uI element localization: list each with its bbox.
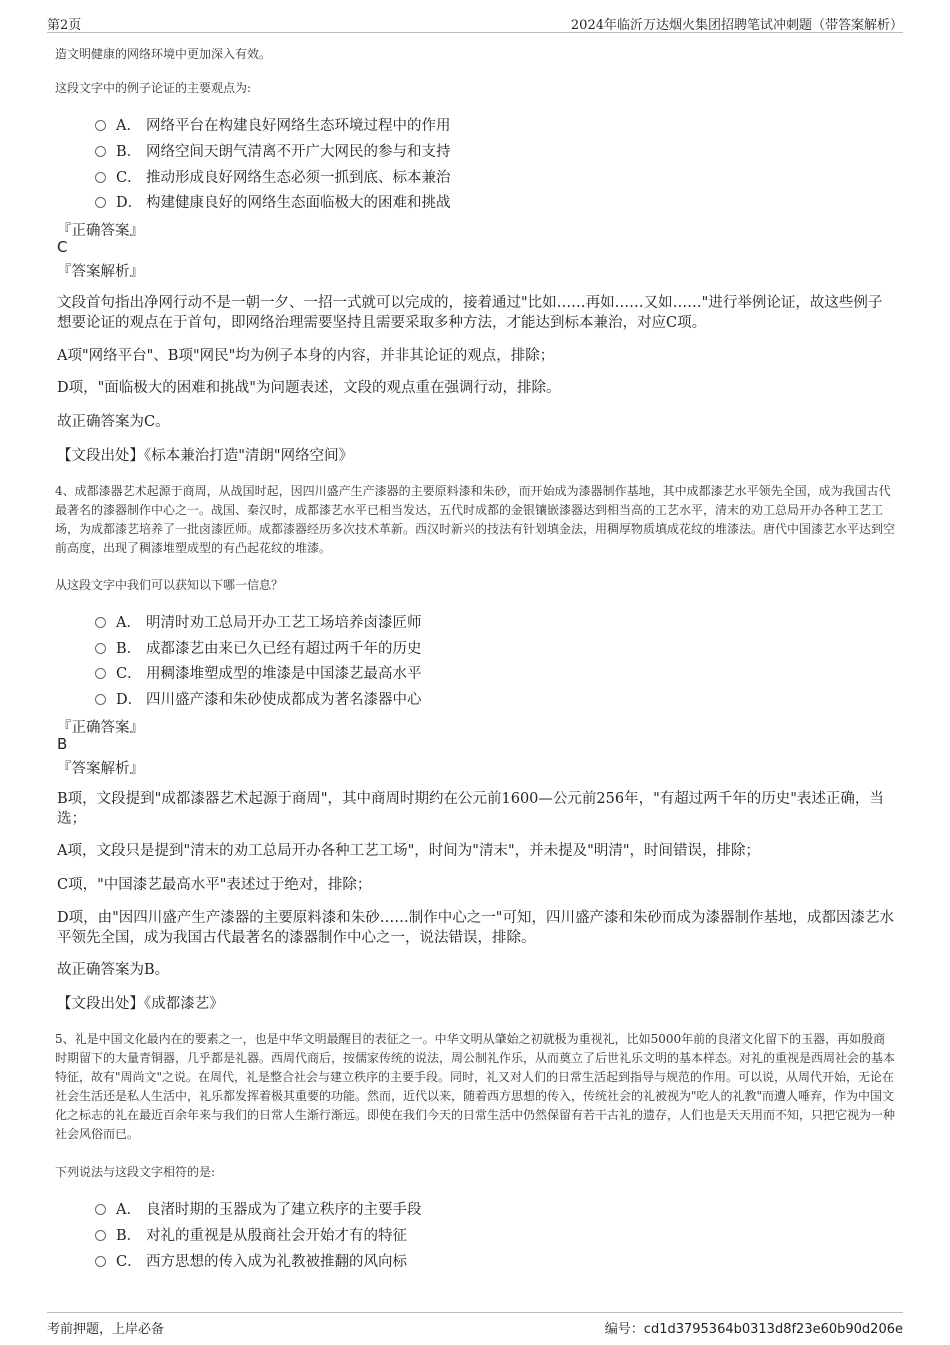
q4-option-b[interactable]: B． 成都漆艺由来已久已经有超过两千年的历史 xyxy=(95,637,422,659)
q4-source: 【文段出处】《成都漆艺》 xyxy=(57,996,224,1012)
q3-option-b[interactable]: B． 网络空间天朗气清离不开广大网民的参与和支持 xyxy=(95,140,451,162)
q4-analysis-5: 故正确答案为B。 xyxy=(57,962,170,978)
radio-icon[interactable] xyxy=(95,146,106,157)
q4-analysis-1: B项，文段提到"成都漆器艺术起源于商周"，其中商周时期约在公元前1600—公元前256年，"有超过两千年的历史"表述正确，当选； xyxy=(57,791,884,827)
footer-slogan: 考前押题，上岸必备 xyxy=(47,1322,165,1337)
document-title: 2024年临沂万达烟火集团招聘笔试冲刺题（带答案解析） xyxy=(570,18,903,33)
q3-analysis-3: D项，"面临极大的困难和挑战"为问题表述，文段的观点重在强调行动，排除。 xyxy=(57,380,561,396)
q4-stem: 从这段文字中我们可以获知以下哪一信息？ xyxy=(55,578,284,592)
q3-option-a[interactable]: A． 网络平台在构建良好网络生态环境过程中的作用 xyxy=(95,114,451,136)
q4-option-a[interactable]: A． 明清时劝工总局开办工艺工场培养卤漆匠师 xyxy=(95,611,422,633)
document-code: 编号：cd1d3795364b0313d8f23e60b90d206e xyxy=(604,1322,903,1337)
radio-icon[interactable] xyxy=(95,1230,106,1241)
q4-analysis-label: 『答案解析』 xyxy=(57,761,144,777)
q3-intro-tail: 造文明健康的网络环境中更加深入有效。 xyxy=(55,47,272,61)
q4-option-c[interactable]: C． 用稠漆堆塑成型的堆漆是中国漆艺最高水平 xyxy=(95,662,422,684)
q3-option-c[interactable]: C． 推动形成良好网络生态必须一抓到底、标本兼治 xyxy=(95,166,451,188)
radio-icon[interactable] xyxy=(95,197,106,208)
q4-option-d[interactable]: D． 四川盛产漆和朱砂使成都成为著名漆器中心 xyxy=(95,688,422,710)
q4-passage: 4、成都漆器艺术起源于商周，从战国时起，因四川盛产生产漆器的主要原料漆和朱砂，而开始成为漆器制作基地，其中成都漆艺水平领先全国，成为我国古代最著名的漆器制作中心之一。战国、秦汉时，成都漆艺水平已相当发达，五代时成都的金银镶嵌漆器达到相当高的工艺水平，清末的劝工总局开办各种工艺工场，为成都漆艺培养了一批卤漆匠师。成都漆器经历多次技术革新。西汉时新兴的技法有针划填金法，用稠厚物质填成花纹的堆漆法。唐代中国漆艺水平达到空前高度，出现了稠漆堆塑成型的有凸起花纹的堆漆。 xyxy=(55,484,896,555)
q3-analysis-1: 文段首句指出净网行动不是一朝一夕、一招一式就可以完成的，接着通过"比如……再如……又如……"进行举例论证，故这些例子想要论证的观点在于首句，即网络治理需要坚持且需要采取多种方法，才能达到标本兼治，对应C项。 xyxy=(57,295,883,331)
radio-icon[interactable] xyxy=(95,694,106,705)
q3-option-d[interactable]: D． 构建健康良好的网络生态面临极大的困难和挑战 xyxy=(95,191,451,213)
q5-option-a[interactable]: A． 良渚时期的玉器成为了建立秩序的主要手段 xyxy=(95,1198,422,1220)
radio-icon[interactable] xyxy=(95,172,106,183)
page-number: 第2页 xyxy=(47,18,82,33)
radio-icon[interactable] xyxy=(95,668,106,679)
radio-icon[interactable] xyxy=(95,1204,106,1215)
q4-analysis-4: D项，由"因四川盛产生产漆器的主要原料漆和朱砂……制作中心之一"可知，四川盛产漆和朱砂而成为漆器制作基地，成都因漆艺水平领先全国，成为我国古代最著名的漆器制作中心之一，说法错误，排除。 xyxy=(57,910,894,946)
radio-icon[interactable] xyxy=(95,120,106,131)
radio-icon[interactable] xyxy=(95,643,106,654)
q4-analysis-3: C项，"中国漆艺最高水平"表述过于绝对，排除； xyxy=(57,877,372,893)
radio-icon[interactable] xyxy=(95,617,106,628)
q4-analysis-2: A项，文段只是提到"清末的劝工总局开办各种工艺工场"，时间为"清末"，并未提及"明清"，时间错误，排除； xyxy=(57,843,760,859)
q5-stem: 下列说法与这段文字相符的是: xyxy=(55,1165,216,1179)
q4-answer: B xyxy=(57,735,68,753)
page-footer xyxy=(47,1312,903,1335)
q5-option-b[interactable]: B． 对礼的重视是从殷商社会开始才有的特征 xyxy=(95,1224,407,1246)
q3-answer: C xyxy=(57,238,68,256)
radio-icon[interactable] xyxy=(95,1256,106,1267)
q3-analysis-4: 故正确答案为C。 xyxy=(57,414,170,430)
page-header xyxy=(47,12,903,33)
q5-option-c[interactable]: C． 西方思想的传入成为礼教被推翻的风向标 xyxy=(95,1250,407,1272)
q5-passage: 5、礼是中国文化最内在的要素之一，也是中华文明最醒目的表征之一。中华文明从肇始之初就极为重视礼，比如5000年前的良渚文化留下的玉器，再如殷商时期留下的大量青铜器，几乎都是礼器。西周代商后，按儒家传统的说法，周公制礼作乐，从而奠立了后世礼乐文明的基本样态。对礼的重视是西周社会的基本特征，故有"周尚文"之说。在周代，礼是整合社会与建立秩序的主要手段。同时，礼又对人们的日常生活起到指导与规范的作用。可以说，从周代开始，无论在社会生活还是私人生活中，礼乐都发挥着极其重要的功能。然而，近代以来，随着西方思想的传入，传统社会的礼被视为"吃人的礼教"而遭人唾弃，作为中国文化之标志的礼在最近百余年来与我们的日常人生渐行渐远。即使在我们今天的日常生活中仍然保留有若干古礼的遗存，人们也是天天用而不知，只把它视为一种社会风俗而已。 xyxy=(55,1032,896,1141)
q4-answer-label: 『正确答案』 xyxy=(57,720,144,736)
q3-answer-label: 『正确答案』 xyxy=(57,223,144,239)
q3-stem: 这段文字中的例子论证的主要观点为: xyxy=(55,81,252,95)
q3-analysis-label: 『答案解析』 xyxy=(57,264,144,280)
q3-source: 【文段出处】《标本兼治打造"清朗"网络空间》 xyxy=(57,448,354,464)
q3-analysis-2: A项"网络平台"、B项"网民"均为例子本身的内容，并非其论证的观点，排除； xyxy=(57,348,555,364)
